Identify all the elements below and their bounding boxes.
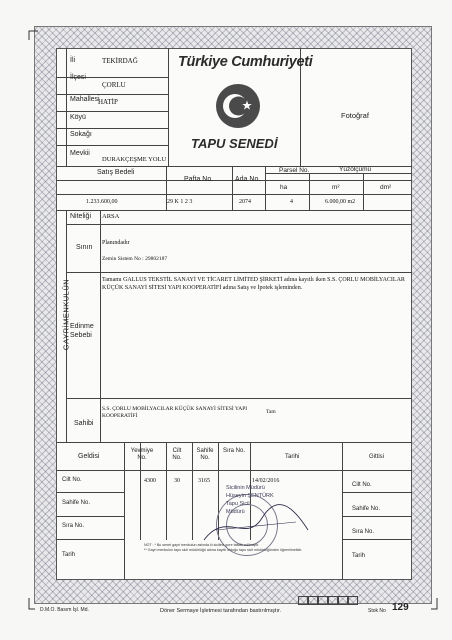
edinme-label: Edinme Sebebi <box>70 323 94 339</box>
row-sira-right: Sıra No. <box>352 529 375 535</box>
mevki-value: DURAKÇEŞME YOLU <box>102 156 167 163</box>
signature-line-4: Müdürü <box>226 509 245 515</box>
row-cilt-left: Cilt No. <box>62 477 82 483</box>
niteligi-label: Niteliği <box>70 213 92 220</box>
ha-header: ha <box>280 184 288 191</box>
cilt-header: Cilt No. <box>172 448 182 461</box>
mevki-label: Mevkii <box>70 150 90 157</box>
zemin-value: Zemin Sistem No : 29802187 <box>102 256 168 262</box>
yevmiye-header: Yevmiye No. <box>130 448 154 461</box>
row-sahife-left: Sahife No. <box>62 500 91 506</box>
satis-bedeli-header: Satış Bedeli <box>97 169 135 176</box>
stok-value: 129 <box>392 602 409 613</box>
sahibi-value: S.S. ÇORLU MOBİLYACILAR KÜÇÜK SANAYİ SİTESİ YAPI KOOPERATİFİ <box>102 406 248 419</box>
corner-mark-left <box>28 598 36 610</box>
footer-issuer: Döner Sermaye İşletmesi tarafından bastırılmıştır. <box>160 608 282 614</box>
row-tarih-left: Tarih <box>62 552 76 558</box>
dm2-header: dm² <box>380 184 392 191</box>
edinme-value: Tamamı GALLUS TEKSTİL SANAYİ VE TİCARET LİMİTED ŞİRKETİ adına kayıtlı iken S.S. ÇORLU MOBİLYACILAR KÜÇÜK SANAYİ SİTESİ YAPI KOOPERATİFİ adına Satış ve İpotek işleminden. <box>102 277 405 291</box>
tarihi-header: Tarihi <box>285 454 300 460</box>
m2-value: 6.000,00 m2 <box>325 199 356 205</box>
sinir-value: Planındadır <box>102 240 130 246</box>
il-label: İli <box>70 57 76 64</box>
row-tarih-right: Tarih <box>352 553 366 559</box>
yuzolcumu-header: Yüzölçümü <box>339 166 372 173</box>
ada-no-value: 2074 <box>239 199 251 205</box>
signature-line-1: Sicilinin Müdürü <box>226 485 265 491</box>
signature-line-2: Hüseyin ŞENTÜRK <box>226 493 274 499</box>
sinir-label: Sınırı <box>76 244 93 251</box>
yevmiye-value: 4300 <box>144 478 156 484</box>
photo-label: Fotoğraf <box>341 111 369 120</box>
m2-header: m² <box>332 184 340 191</box>
sahibi-share: Tam <box>266 409 276 415</box>
sira-header: Sıra No. <box>222 448 245 454</box>
row-sahife-right: Sahife No. <box>352 506 381 512</box>
corner-mark-right <box>430 598 438 610</box>
crescent-star-emblem <box>214 82 262 130</box>
sahife-value: 3165 <box>198 478 210 484</box>
ilce-label: İlçesi <box>70 74 86 81</box>
mahalle-value: HATİP <box>98 98 118 106</box>
side-vertical-label: GAYRİMENKULÜN <box>61 278 71 351</box>
il-value: TEKİRDAĞ <box>102 57 138 65</box>
satis-bedeli-value: 1.233.600,00 <box>86 199 118 205</box>
pafta-no-header: Pafta No. <box>184 176 214 183</box>
signature-line-3: Tapu Sicil <box>226 501 250 507</box>
subtitle-heading: TAPU SENEDİ <box>191 136 278 151</box>
parsel-no-header: Parsel No. <box>279 167 310 174</box>
mahalle-label: Mahallesi <box>70 96 100 103</box>
sahife-header: Sahife No. <box>196 448 214 461</box>
cilt-value: 30 <box>174 478 180 484</box>
footer-printer: D.M.O. Basım İşl. Md. <box>40 607 89 613</box>
gittisi-header: Gittisi <box>369 454 384 460</box>
niteligi-value: ARSA <box>102 213 120 220</box>
ada-no-header: Ada No. <box>235 176 261 183</box>
pafta-no-value: 29 K 1 2 3 <box>167 199 193 205</box>
sahibi-label: Sahibi <box>74 420 94 427</box>
registry-note: NOT : * Bu senet gayri menkulun aslında ki siciline gore tasdik edilmiştir. ** Gayri menkulun tapu sicil müdürlüğü adına kayıtlı olduğu tapu sicil müdürlüğünden öğrenilmelidir. <box>144 543 303 552</box>
title-heading: Türkiye Cumhuriyeti <box>178 54 313 70</box>
stok-label: Stok No <box>368 608 386 614</box>
corner-mark-top-left <box>28 30 38 40</box>
parsel-no-value: 4 <box>290 199 293 205</box>
tarih-value: 14/02/2016 <box>252 478 280 484</box>
geldisi-header: Geldisi <box>78 453 100 460</box>
row-sira-left: Sıra No. <box>62 523 85 529</box>
row-cilt-right: Cilt No. <box>352 482 372 488</box>
ilce-value: ÇORLU <box>102 81 126 89</box>
sokak-label: Sokağı <box>70 131 92 138</box>
koy-label: Köyü <box>70 114 86 121</box>
